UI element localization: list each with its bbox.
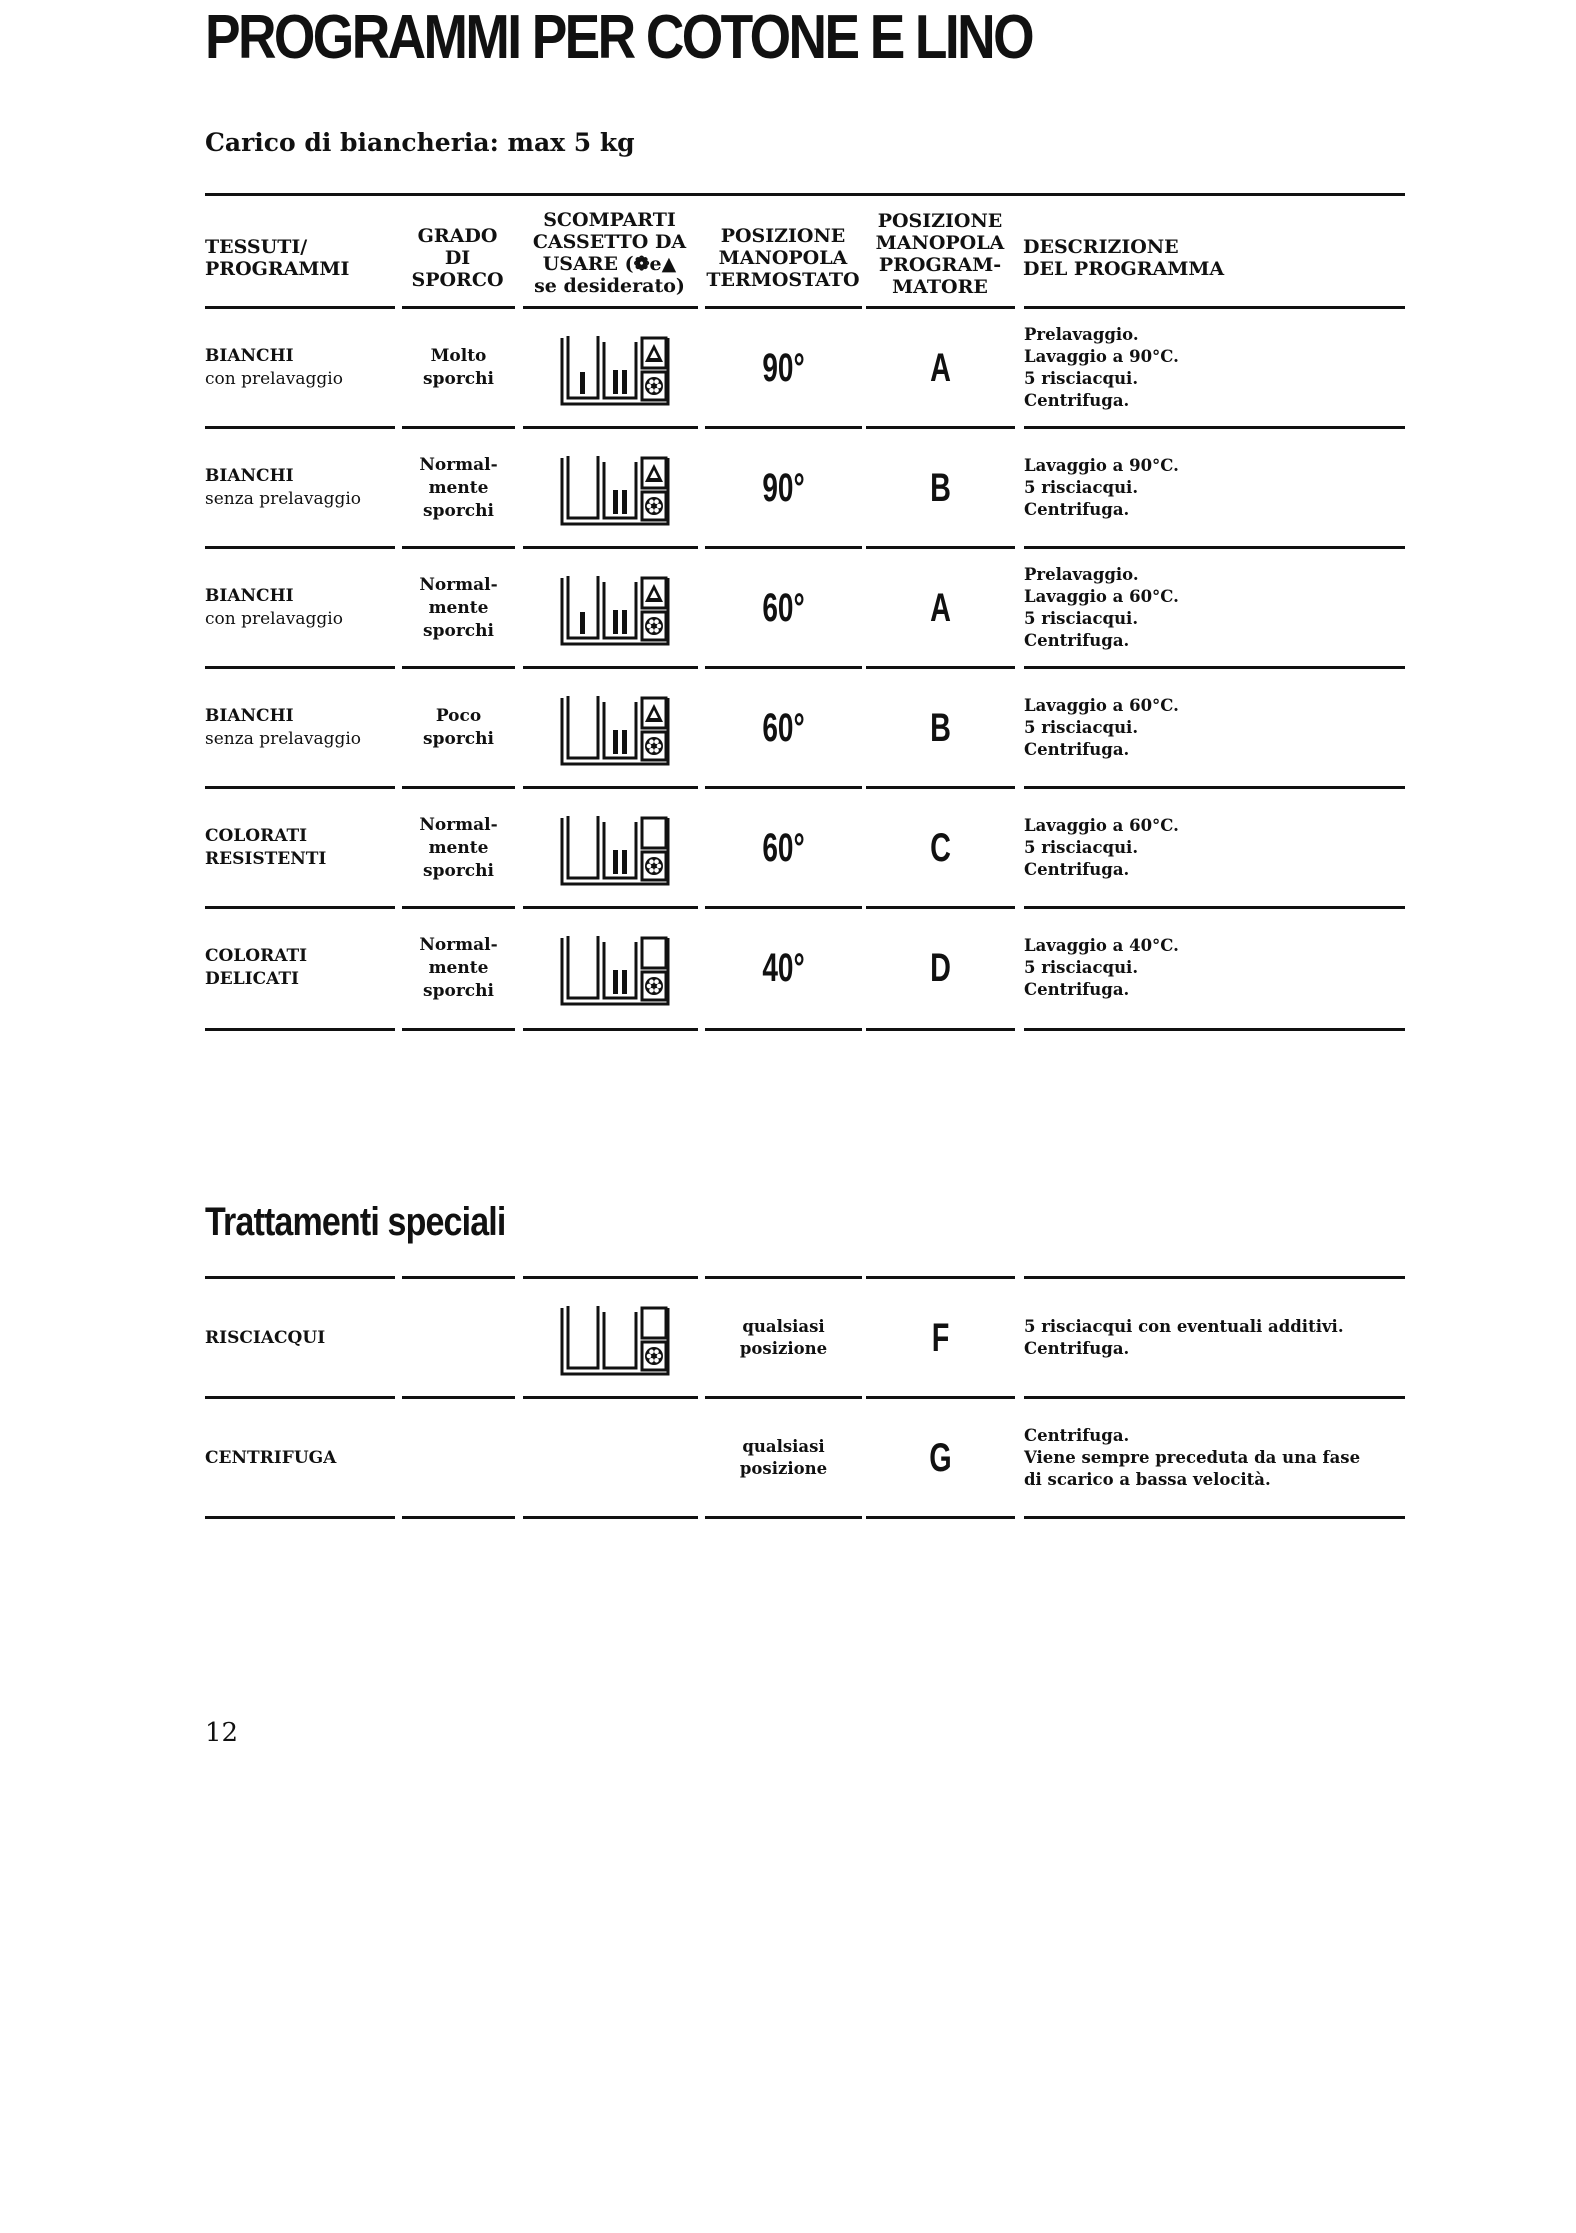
row-divider: [1024, 546, 1405, 549]
header-grado: GRADO DI SPORCO: [411, 225, 504, 291]
fabric-name: COLORATI: [205, 946, 308, 966]
table-row-grado: Normal- mente sporchi: [419, 454, 498, 521]
row-divider: [866, 1396, 1015, 1399]
special-row-description: 5 risciacqui con eventuali additivi. Centrifuga.: [1024, 1317, 1344, 1358]
row-divider: [205, 426, 395, 429]
special-row-program: G: [929, 1435, 952, 1480]
fabric-variant: con prelavaggio: [205, 609, 343, 629]
row-divider: [1024, 786, 1405, 789]
load-capacity-note: Carico di biancheria: max 5 kg: [205, 128, 635, 157]
row-divider: [205, 906, 395, 909]
special-treatments-title: Trattamenti speciali: [205, 1200, 506, 1244]
fabric-name: BIANCHI: [205, 586, 294, 606]
row-divider: [523, 426, 698, 429]
header-programmatore: POSIZIONE MANOPOLA PROGRAM- MATORE: [875, 210, 1005, 298]
table-row-fabric: [205, 310, 395, 426]
row-divider: [705, 786, 862, 789]
table-row-program: A: [930, 585, 951, 630]
row-divider: [523, 666, 698, 669]
detergent-drawer-icon: [560, 812, 672, 890]
special-row-temperature: qualsiasi posizione: [739, 1317, 828, 1358]
table-row-program: B: [930, 705, 951, 750]
fabric-variant: senza prelavaggio: [205, 729, 362, 749]
fabric-name: BIANCHI: [205, 346, 294, 366]
row-divider: [1024, 906, 1405, 909]
row-divider: [705, 306, 862, 309]
row-divider: [402, 306, 515, 309]
table-row-grado: Poco sporchi: [423, 706, 494, 749]
special-row-name: RISCIACQUI: [205, 1327, 326, 1348]
special-row-temperature: qualsiasi posizione: [739, 1437, 828, 1478]
row-divider: [402, 426, 515, 429]
row-divider: [1024, 1028, 1405, 1031]
special-row-name: CENTRIFUGA: [205, 1447, 337, 1468]
row-divider: [866, 426, 1015, 429]
row-divider: [866, 1028, 1015, 1031]
detergent-drawer-icon: [560, 932, 672, 1010]
row-divider: [866, 546, 1015, 549]
row-divider: [1024, 1516, 1405, 1519]
table-row-fabric: [205, 430, 395, 546]
detergent-drawer-icon: [560, 332, 672, 410]
fabric-variant: DELICATI: [205, 969, 299, 989]
fabric-variant: con prelavaggio: [205, 369, 343, 389]
row-divider: [205, 786, 395, 789]
table-top-rule: [205, 193, 1405, 196]
row-divider: [523, 1276, 698, 1279]
table-row-fabric: [205, 670, 395, 786]
row-divider: [402, 1028, 515, 1031]
row-divider: [705, 1276, 862, 1279]
table-row-description: Prelavaggio. Lavaggio a 90°C. 5 risciacqui. Centrifuga.: [1024, 325, 1179, 410]
table-row-temperature: 90°: [762, 345, 805, 390]
detergent-drawer-icon: [560, 452, 672, 530]
row-divider: [523, 786, 698, 789]
row-divider: [1024, 426, 1405, 429]
table-row-fabric: [205, 910, 395, 1026]
row-divider: [205, 1028, 395, 1031]
row-divider: [523, 1516, 698, 1519]
row-divider: [705, 906, 862, 909]
fabric-name: BIANCHI: [205, 466, 294, 486]
row-divider: [402, 1396, 515, 1399]
special-row-description: Centrifuga. Viene sempre preceduta da una fase di scarico a bassa velocità.: [1024, 1426, 1361, 1489]
special-row-program: F: [931, 1315, 950, 1360]
table-row-fabric: [205, 790, 395, 906]
row-divider: [866, 1516, 1015, 1519]
table-row-description: Prelavaggio. Lavaggio a 60°C. 5 risciacqui. Centrifuga.: [1024, 565, 1179, 650]
row-divider: [205, 1276, 395, 1279]
row-divider: [402, 666, 515, 669]
row-divider: [402, 1276, 515, 1279]
table-row-grado: Normal- mente sporchi: [419, 814, 498, 881]
row-divider: [523, 306, 698, 309]
table-row-fabric: [205, 550, 395, 666]
row-divider: [1024, 1396, 1405, 1399]
row-divider: [402, 1516, 515, 1519]
page-number: 12: [205, 1718, 239, 1748]
row-divider: [523, 906, 698, 909]
table-row-temperature: 90°: [762, 465, 805, 510]
fabric-variant: senza prelavaggio: [205, 489, 362, 509]
table-row-description: Lavaggio a 60°C. 5 risciacqui. Centrifuga.: [1024, 696, 1179, 759]
row-divider: [1024, 306, 1405, 309]
table-row-program: A: [930, 345, 951, 390]
row-divider: [705, 1516, 862, 1519]
header-descrizione: DESCRIZIONE DEL PROGRAMMA: [1023, 236, 1225, 280]
row-divider: [866, 1276, 1015, 1279]
row-divider: [402, 546, 515, 549]
row-divider: [705, 426, 862, 429]
table-row-grado: Molto sporchi: [423, 346, 494, 389]
row-divider: [402, 786, 515, 789]
row-divider: [705, 1396, 862, 1399]
row-divider: [866, 666, 1015, 669]
row-divider: [205, 1396, 395, 1399]
row-divider: [705, 1028, 862, 1031]
row-divider: [205, 666, 395, 669]
table-row-description: Lavaggio a 90°C. 5 risciacqui. Centrifuga.: [1024, 456, 1179, 519]
table-row-program: D: [930, 945, 951, 990]
row-divider: [705, 666, 862, 669]
table-row-temperature: 60°: [762, 585, 805, 630]
table-row-temperature: 60°: [762, 825, 805, 870]
table-row-temperature: 60°: [762, 705, 805, 750]
header-tessuti: TESSUTI/ PROGRAMMI: [205, 236, 350, 280]
fabric-name: BIANCHI: [205, 706, 294, 726]
table-row-program: B: [930, 465, 951, 510]
detergent-drawer-icon: [560, 572, 672, 650]
row-divider: [523, 1028, 698, 1031]
row-divider: [205, 546, 395, 549]
row-divider: [205, 1516, 395, 1519]
table-row-temperature: 40°: [762, 945, 805, 990]
table-row-grado: Normal- mente sporchi: [419, 934, 498, 1001]
table-row-description: Lavaggio a 40°C. 5 risciacqui. Centrifuga.: [1024, 936, 1179, 999]
header-termostato: POSIZIONE MANOPOLA TERMOSTATO: [706, 225, 860, 291]
row-divider: [866, 786, 1015, 789]
page-title: PROGRAMMI PER COTONE E LINO: [205, 3, 1032, 72]
table-row-program: C: [930, 825, 951, 870]
row-divider: [402, 906, 515, 909]
row-divider: [1024, 666, 1405, 669]
fabric-name: COLORATI: [205, 826, 308, 846]
table-row-description: Lavaggio a 60°C. 5 risciacqui. Centrifuga.: [1024, 816, 1179, 879]
row-divider: [1024, 1276, 1405, 1279]
detergent-drawer-icon: [560, 692, 672, 770]
row-divider: [866, 906, 1015, 909]
header-scomparti: SCOMPARTI CASSETTO DA USARE (❁e▲ se desiderato): [532, 208, 687, 297]
fabric-variant: RESISTENTI: [205, 849, 327, 869]
row-divider: [705, 546, 862, 549]
row-divider: [205, 306, 395, 309]
row-divider: [523, 1396, 698, 1399]
row-divider: [523, 546, 698, 549]
row-divider: [866, 306, 1015, 309]
detergent-drawer-icon: [560, 1302, 672, 1380]
table-row-grado: Normal- mente sporchi: [419, 574, 498, 641]
